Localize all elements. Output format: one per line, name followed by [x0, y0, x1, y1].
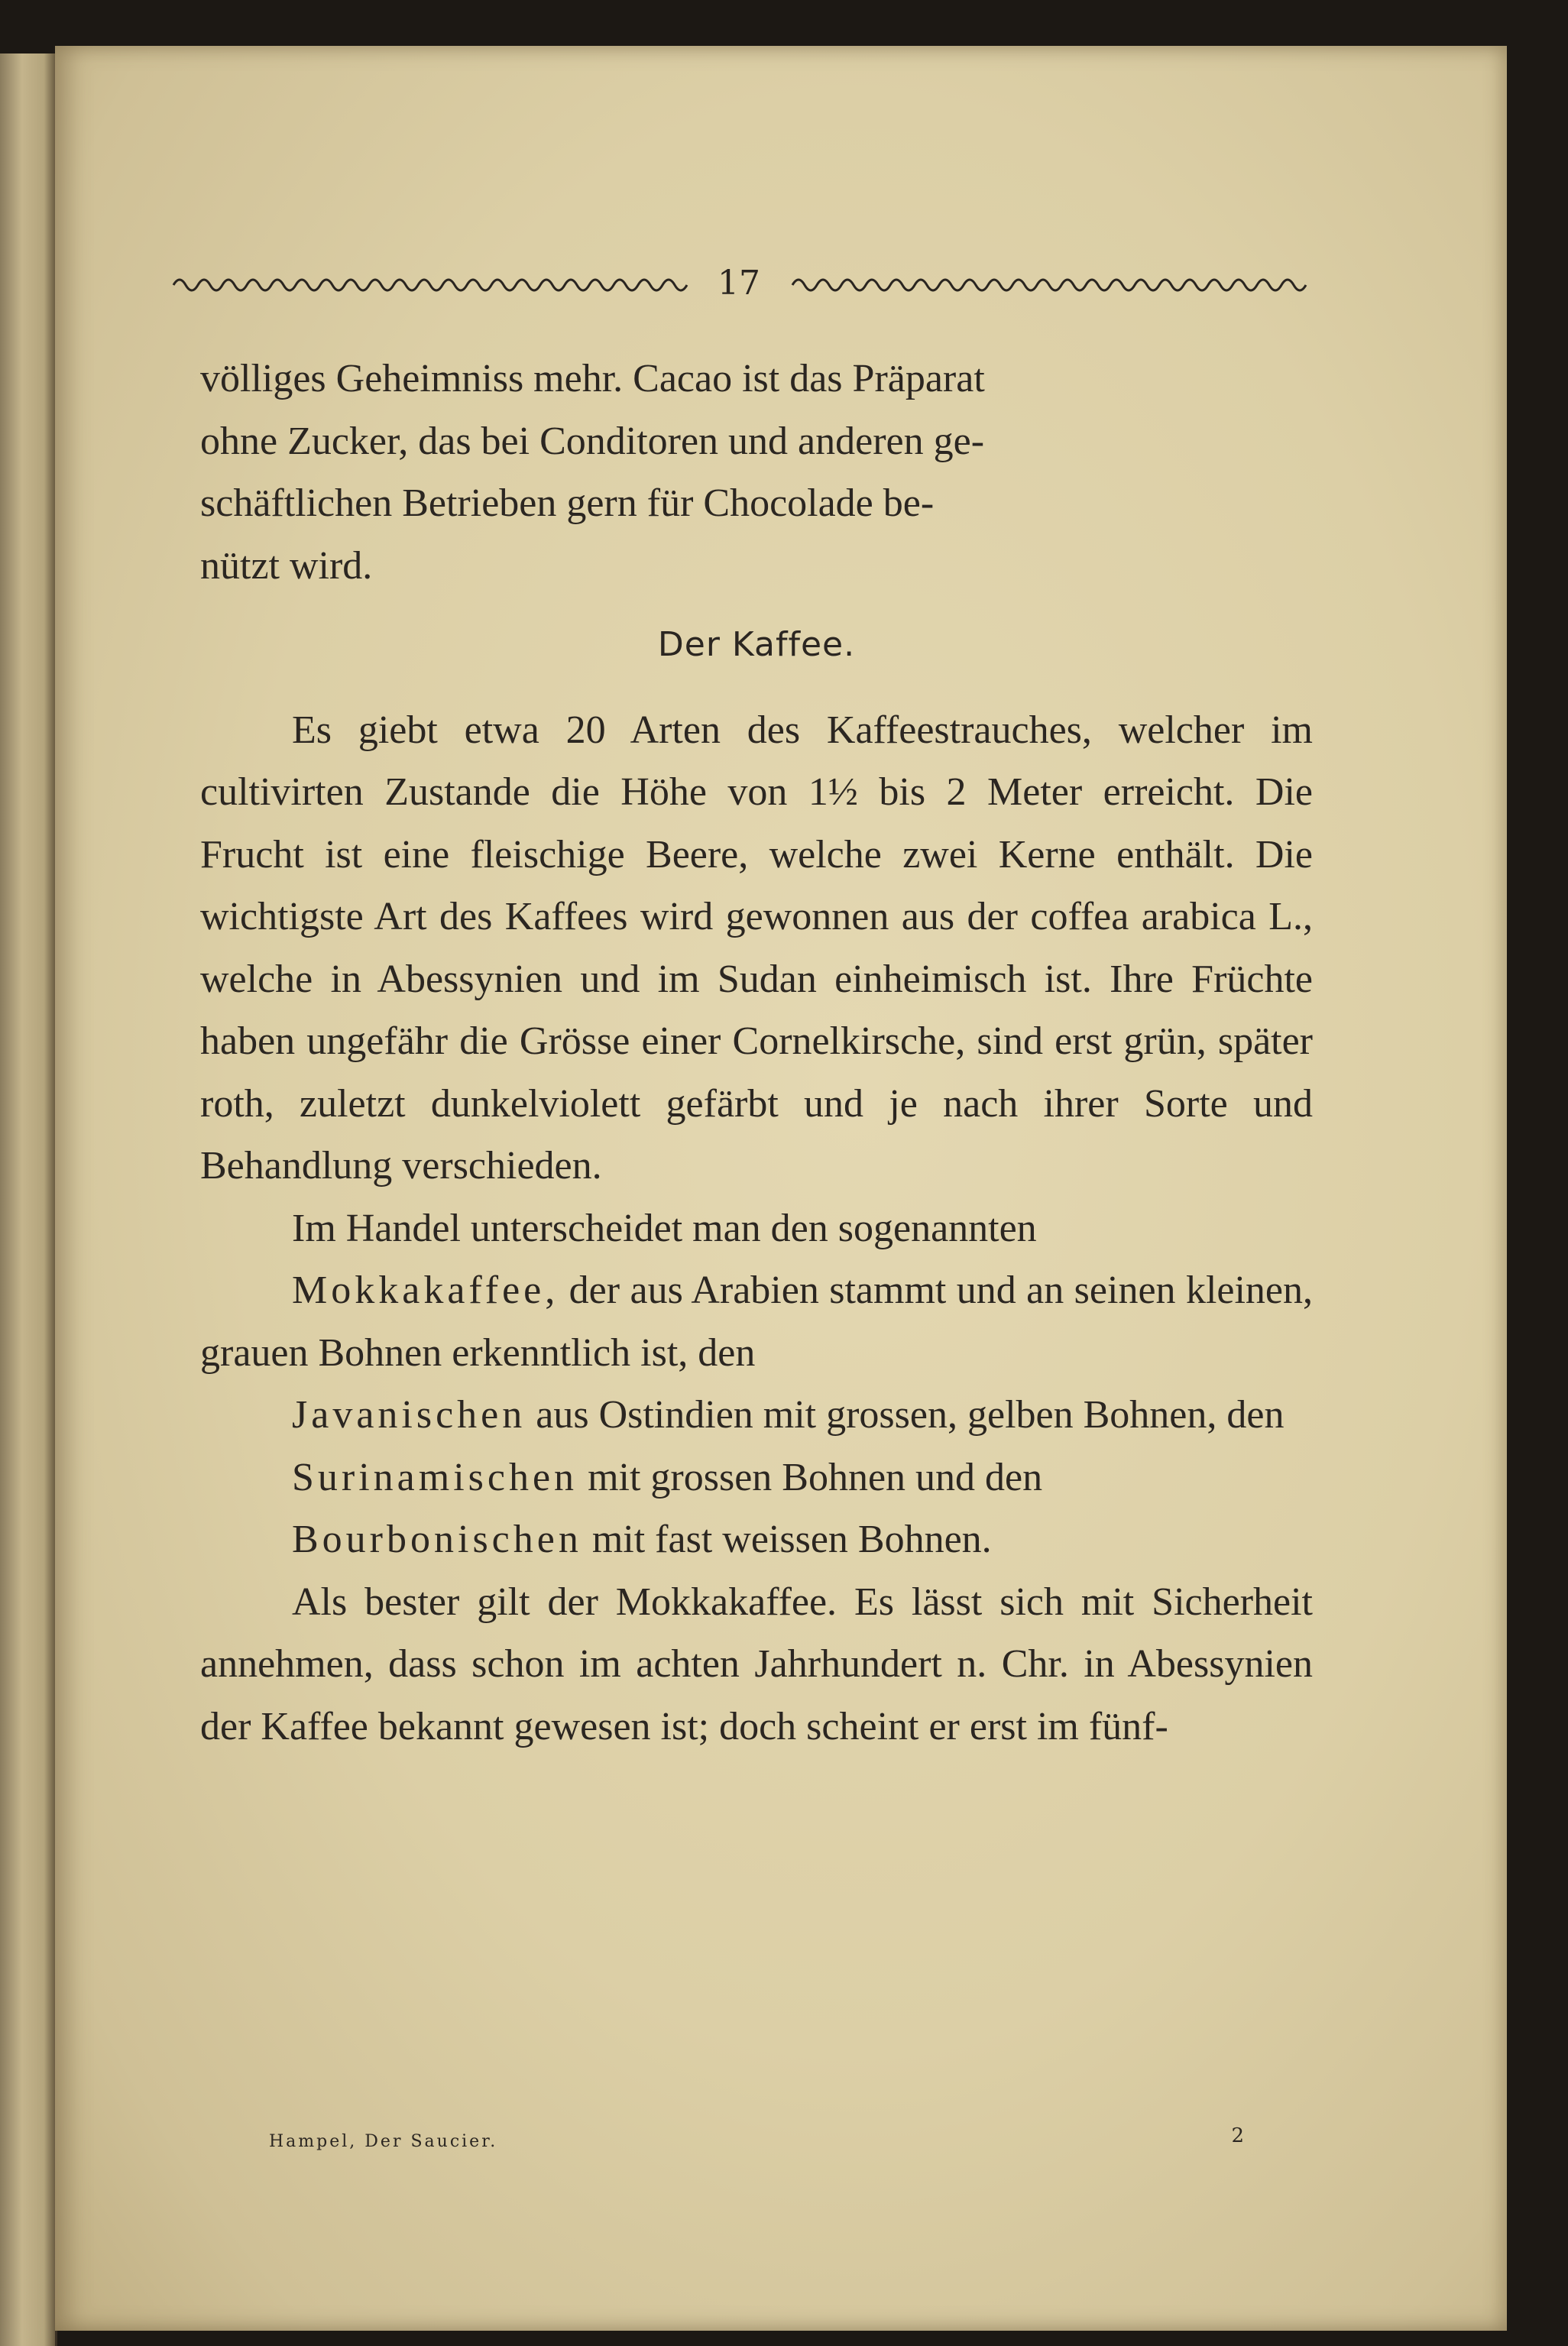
paragraph: Als bester gilt der Mokkakaffee. Es lässt sich mit Sicherheit annehmen, dass schon im achten Jahrhundert n. Chr. in Abessynien der Kaffee bekannt gewesen ist; doch scheint er erst im fünf-: [200, 1580, 1313, 1748]
sheet-number: 2: [1231, 2124, 1244, 2147]
paragraph: Im Handel unterscheidet man den sogenannten: [292, 1206, 1037, 1250]
page-footer: [200, 2124, 1313, 2151]
variety-name: Mokkakaffee,: [292, 1269, 559, 1312]
variety-name: Bourbonischen: [292, 1518, 582, 1561]
variety-text: aus Ostindien mit grossen, gelben Bohnen, den: [526, 1393, 1285, 1437]
left-ornament-icon: [170, 271, 689, 294]
variety-name: Javanischen: [292, 1393, 526, 1437]
text-line: völliges Geheimniss mehr. Cacao ist das Präparat: [200, 357, 985, 400]
right-ornament-icon: [789, 271, 1308, 294]
variety-surinam: [200, 1447, 1313, 1509]
variety-bourbon: [200, 1508, 1313, 1571]
page-header: [170, 264, 1308, 302]
section-heading: Der Kaffee.: [657, 625, 856, 664]
page: [55, 46, 1507, 2331]
body-text: [200, 348, 1313, 1758]
variety-text: der aus Arabien stammt und an seinen kleinen, grauen Bohnen erkenntlich ist, den: [200, 1269, 1313, 1375]
paragraph: Es giebt etwa 20 Arten des Kaffeestrauches, welcher im cultivirten Zustande die Höhe von 1½ bis 2 Meter erreicht. Die Frucht ist eine fleischige Beere, welche zwei Kerne enthält. Die wichtigste Art des Kaffees wird gewonnen aus der coffea arabica L., welche in Abessynien und im Sudan einheimisch ist. Ihre Früchte haben ungefähr die Grösse einer Cornelkirsche, sind erst grün, später roth, zuletzt dunkelviolett gefärbt und je nach ihrer Sorte und Behandlung verschieden.: [200, 708, 1313, 1188]
text-line: nützt wird.: [200, 543, 373, 588]
variety-text: mit grossen Bohnen und den: [578, 1455, 1043, 1499]
variety-mokka: [200, 1259, 1313, 1384]
page-number: 17: [718, 263, 760, 303]
text-line: schäftlichen Betrieben gern für Chocolade be-: [200, 481, 935, 525]
variety-name: Surinamischen: [292, 1455, 578, 1499]
variety-java: [200, 1384, 1313, 1447]
left-page-edge: [0, 53, 57, 2346]
variety-text: mit fast weissen Bohnen.: [582, 1518, 992, 1561]
text-line: ohne Zucker, das bei Conditoren und anderen ge-: [200, 419, 985, 463]
footer-signature: Hampel, Der Saucier.: [269, 2132, 498, 2151]
